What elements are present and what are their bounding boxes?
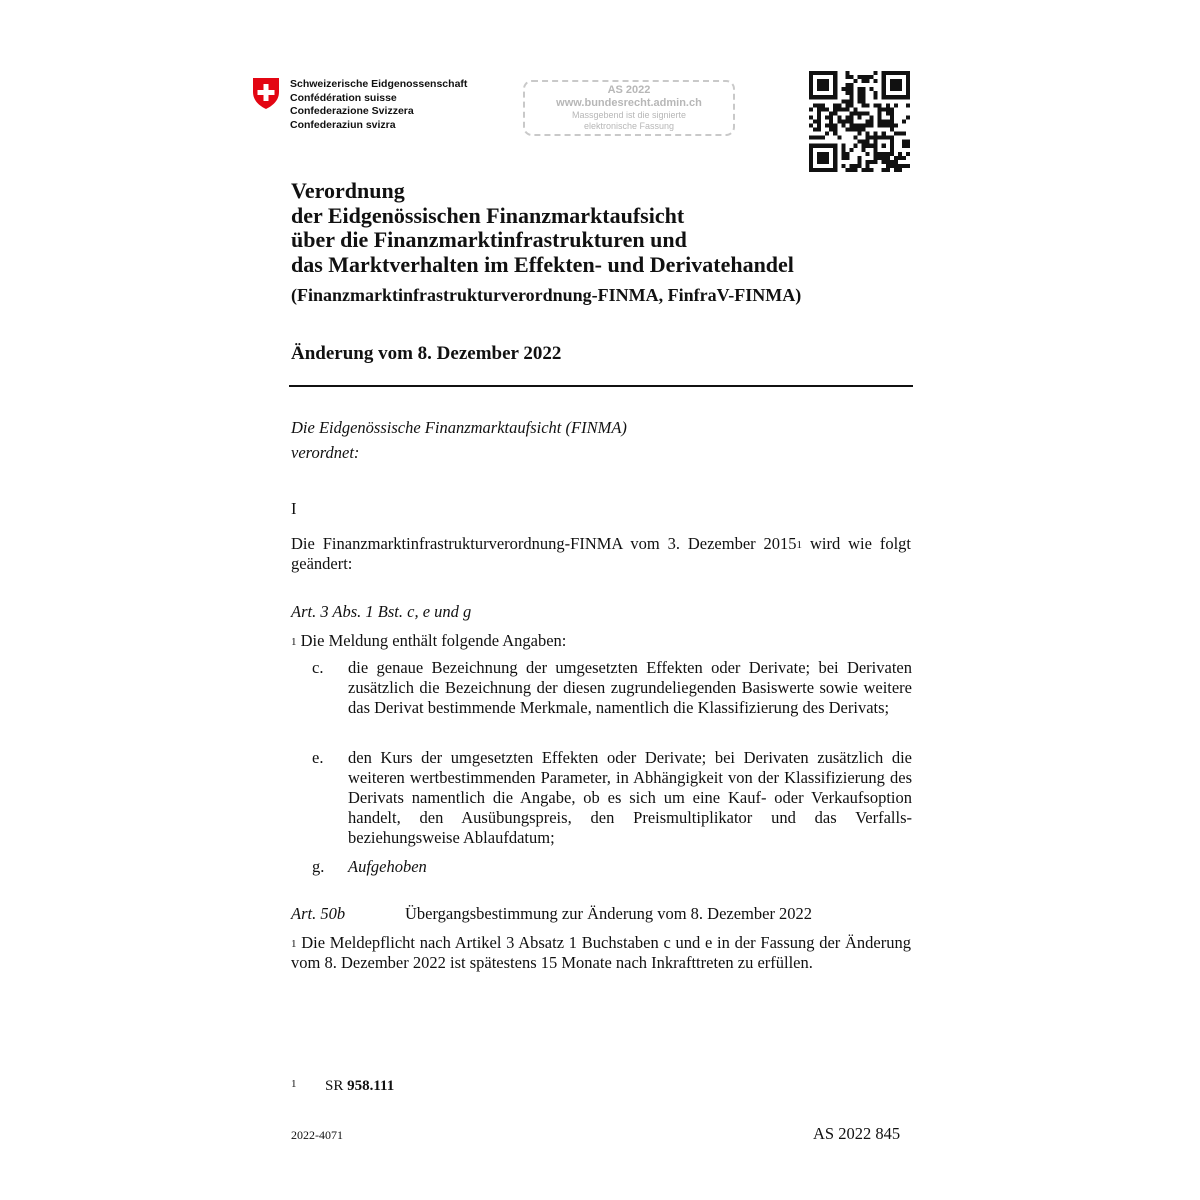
list-item	[312, 857, 912, 877]
article-title: Übergangsbestimmung zur Änderung vom 8. Dezember 2022	[405, 904, 813, 923]
footnote	[291, 1078, 394, 1095]
intro-text-end: wird wie folgt geändert:	[291, 534, 911, 573]
item-letter: e.	[312, 748, 324, 767]
confederation-it: Confederazione Svizzera	[290, 105, 414, 117]
title-line-4: das Marktverhalten im Effekten- und Derivatehandel	[291, 251, 794, 277]
footnote-ref: 1	[796, 539, 803, 551]
art50b-paragraph	[291, 933, 911, 973]
amendment-date: Änderung vom 8. Dezember 2022	[291, 343, 562, 364]
document-number: 2022-4071	[291, 1128, 343, 1142]
paragraph-number: 1	[291, 938, 297, 950]
title-line-3: über die Finanzmarktinfrastrukturen und	[291, 227, 687, 252]
stamp-line-4: elektronische Fassung	[583, 120, 675, 131]
paragraph-text: Die Meldepflicht nach Artikel 3 Absatz 1 Buchstaben c und e in der Fassung der Änderung vom 8. Dezember 2022 ist spätestens 15 Monate nach Inkrafttreten zu erfüllen.	[291, 933, 911, 972]
footnote-reference: 958.111	[347, 1078, 395, 1094]
art3-heading: Art. 3 Abs. 1 Bst. c, e und g	[291, 602, 472, 621]
section-intro	[291, 534, 911, 574]
document-short-title: (Finanzmarktinfrastrukturverordnung-FINMA, FinfraV-FINMA)	[291, 285, 802, 305]
confederation-name	[290, 78, 467, 132]
section-number: I	[291, 499, 297, 518]
intro-text: Die Finanzmarktinfrastrukturverordnung-FINMA vom 3. Dezember 2015	[291, 534, 797, 553]
stamp-line-3: Massgebend ist die signierte	[571, 110, 687, 120]
item-letter: c.	[312, 658, 324, 677]
item-text: den Kurs der umgesetzten Effekten oder Derivate; bei Derivaten zusätzlich die weiteren wertbestimmenden Parameter, in Abhängigkeit von der Klassifizierung des Derivats namentlich die Angabe, ob es sich um eine Kauf- oder Verkaufsoption handelt, den Ausübungspreis, den Preismultiplikator und das Verfalls- beziehungsweise Ablaufdatum;	[348, 748, 912, 847]
title-line-1: Verordnung	[291, 178, 405, 203]
footnote-prefix: SR	[325, 1078, 348, 1094]
swiss-coat-of-arms-icon	[252, 77, 280, 110]
paragraph-text: Die Meldung enthält folgende Angaben:	[296, 631, 567, 650]
article-label: Art. 50b	[291, 904, 346, 923]
qr-code-icon	[809, 71, 910, 172]
preamble-verb: verordnet:	[291, 443, 360, 462]
official-compilation-number: AS 2022 845	[813, 1124, 901, 1143]
preamble	[291, 415, 627, 465]
paragraph-number: 1	[291, 636, 297, 648]
confederation-rm: Confederaziun svizra	[290, 118, 396, 131]
publication-stamp	[523, 80, 735, 136]
document-title	[291, 179, 794, 277]
art50b-heading	[291, 904, 812, 924]
confederation-fr: Confédération suisse	[290, 91, 397, 104]
item-text: Aufgehoben	[348, 857, 427, 876]
stamp-line-2: www.bundesrecht.admin.ch	[556, 97, 702, 109]
art3-paragraph	[291, 631, 911, 651]
stamp-line-1: AS 2022	[607, 84, 651, 96]
confederation-de: Schweizerische Eidgenossenschaft	[290, 78, 468, 90]
preamble-authority: Die Eidgenössische Finanzmarktaufsicht (FINMA)	[291, 418, 627, 437]
footnote-number: 1	[291, 1078, 297, 1090]
title-line-2: der Eidgenössischen Finanzmarktaufsicht	[291, 202, 685, 228]
list-item	[312, 748, 912, 848]
list-item	[312, 658, 912, 718]
item-letter: g.	[312, 857, 325, 876]
item-text: die genaue Bezeichnung der umgesetzten Effekten oder Derivate; bei Derivaten zusätzlich die Bezeichnung der diesen zugrundeliegenden Basiswerte sowie weitere das Derivat bestimmende Merkmale, namentlich die Klassifizierung des Derivats;	[348, 658, 912, 717]
title-divider	[289, 385, 913, 387]
